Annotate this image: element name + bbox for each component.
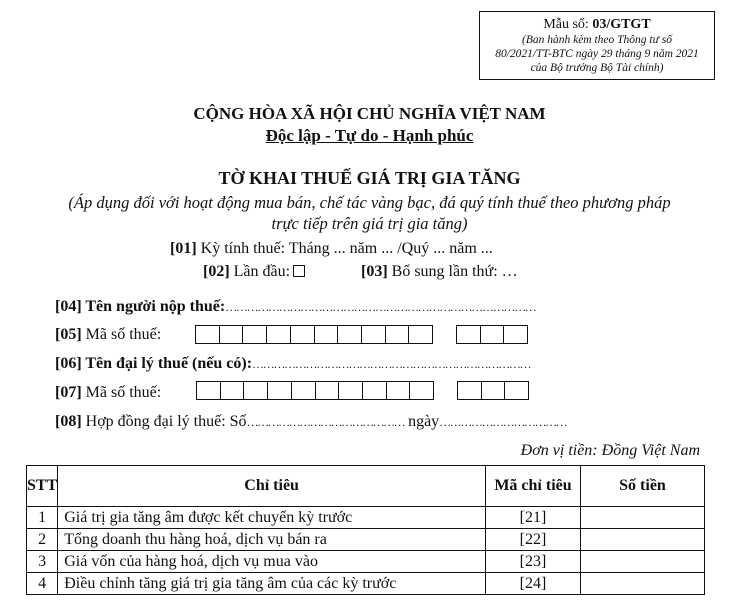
header-stt: STT bbox=[27, 466, 58, 507]
tax-code-digit[interactable] bbox=[458, 382, 482, 399]
row-code: [23] bbox=[486, 551, 581, 573]
tax-code-digit[interactable] bbox=[196, 326, 220, 343]
tax-code-digit[interactable] bbox=[387, 382, 411, 399]
header-code: Mã chỉ tiêu bbox=[486, 466, 581, 507]
tax-code-digit[interactable] bbox=[338, 326, 362, 343]
field-06-agent-name[interactable] bbox=[55, 355, 530, 373]
tax-code-digit[interactable] bbox=[221, 382, 245, 399]
table-row bbox=[27, 551, 705, 573]
row-item: Điều chỉnh tăng giá trị gia tăng âm của các kỳ trước bbox=[58, 573, 486, 595]
row-stt: 1 bbox=[27, 507, 58, 529]
header-item: Chỉ tiêu bbox=[58, 466, 486, 507]
header-amount: Số tiền bbox=[581, 466, 705, 507]
field-01-text: Kỳ tính thuế: Tháng ... năm ... /Quý ... năm ... bbox=[196, 240, 493, 257]
tax-code-digit[interactable] bbox=[220, 326, 244, 343]
tax-code-digit[interactable] bbox=[339, 382, 363, 399]
document-title: TỜ KHAI THUẾ GIÁ TRỊ GIA TĂNG bbox=[218, 168, 521, 188]
field-02-first-time bbox=[203, 263, 305, 281]
field-02-text: Lần đầu: bbox=[229, 263, 291, 280]
row-amount-input[interactable] bbox=[581, 573, 705, 595]
tax-code-digit[interactable] bbox=[504, 326, 527, 343]
field-07-text: Mã số thuế: bbox=[81, 384, 162, 401]
field-08-number-dots: ……………………………………… bbox=[246, 415, 405, 429]
tax-code-digit[interactable] bbox=[197, 382, 221, 399]
motto-text: Độc lập - Tự do - Hạnh phúc bbox=[265, 126, 474, 145]
tax-code-digit[interactable] bbox=[316, 382, 340, 399]
field-08-text: Hợp đồng đại lý thuế: Số bbox=[81, 413, 247, 430]
form-note-line3: của Bộ trưởng Bộ Tài chính) bbox=[530, 62, 664, 74]
motto bbox=[0, 126, 739, 146]
agent-tax-code-branch[interactable] bbox=[457, 381, 529, 400]
field-03-code: [03] bbox=[361, 263, 388, 280]
form-number bbox=[480, 17, 714, 33]
row-amount-input[interactable] bbox=[581, 507, 705, 529]
field-05-text: Mã số thuế: bbox=[81, 326, 162, 343]
field-07-code: [07] bbox=[55, 384, 82, 401]
tax-code-digit[interactable] bbox=[409, 326, 432, 343]
table-row bbox=[27, 573, 705, 595]
tax-code-digit[interactable] bbox=[481, 326, 505, 343]
field-08-day-dots: ……………………………… bbox=[439, 415, 567, 429]
form-number-box bbox=[479, 11, 715, 80]
row-stt: 4 bbox=[27, 573, 58, 595]
currency-unit: Đơn vị tiền: Đồng Việt Nam bbox=[520, 442, 700, 459]
form-note-line1: (Ban hành kèm theo Thông tư số bbox=[521, 34, 672, 46]
tax-code-digit[interactable] bbox=[292, 382, 316, 399]
document-subtitle bbox=[0, 192, 739, 234]
row-item: Giá vốn của hàng hoá, dịch vụ mua vào bbox=[58, 551, 486, 573]
row-amount-input[interactable] bbox=[581, 529, 705, 551]
field-03-supplement[interactable] bbox=[361, 263, 518, 281]
subtitle-line2: trực tiếp trên giá trị gia tăng) bbox=[271, 214, 468, 233]
field-06-dots: …………………………………………………………………… bbox=[252, 357, 531, 371]
row-item: Giá trị gia tăng âm được kết chuyển kỳ trước bbox=[58, 507, 486, 529]
field-02-code: [02] bbox=[203, 263, 230, 280]
form-number-label: Mẫu số: bbox=[543, 17, 593, 32]
tax-code-digit[interactable] bbox=[363, 382, 387, 399]
row-item: Tổng doanh thu hàng hoá, dịch vụ bán ra bbox=[58, 529, 486, 551]
tax-code-digit[interactable] bbox=[505, 382, 528, 399]
form-note-line2: 80/2021/TT-BTC ngày 29 tháng 9 năm 2021 bbox=[495, 48, 699, 60]
field-06-code: [06] bbox=[55, 355, 82, 372]
field-05-code: [05] bbox=[55, 326, 82, 343]
table-row bbox=[27, 529, 705, 551]
field-04-taxpayer-name[interactable] bbox=[55, 298, 536, 316]
subtitle-line1: (Áp dụng đối với hoạt động mua bán, chế tác vàng bạc, đá quý tính thuế theo phương pháp bbox=[68, 193, 671, 212]
field-04-code: [04] bbox=[55, 298, 82, 315]
field-03-text: Bổ sung lần thứ: … bbox=[387, 263, 518, 280]
form-code: 03/GTGT bbox=[592, 17, 651, 32]
row-code: [21] bbox=[486, 507, 581, 529]
field-05-label bbox=[55, 326, 161, 344]
tax-code-digit[interactable] bbox=[315, 326, 339, 343]
tax-code-digit[interactable] bbox=[243, 326, 267, 343]
table-header-row bbox=[27, 466, 705, 507]
field-01-code: [01] bbox=[170, 240, 197, 257]
tax-code-digit[interactable] bbox=[291, 326, 315, 343]
row-code: [24] bbox=[486, 573, 581, 595]
agent-tax-code-main[interactable] bbox=[196, 381, 434, 400]
field-08-day-label: ngày bbox=[404, 413, 440, 430]
tax-code-digit[interactable] bbox=[362, 326, 386, 343]
tax-code-digit[interactable] bbox=[410, 382, 433, 399]
tax-code-digit[interactable] bbox=[267, 326, 291, 343]
field-08-code: [08] bbox=[55, 413, 82, 430]
field-01-tax-period[interactable] bbox=[170, 240, 493, 258]
tax-code-digit[interactable] bbox=[482, 382, 506, 399]
field-04-dots: …………………………………………………………………………… bbox=[225, 300, 536, 314]
field-07-label bbox=[55, 384, 161, 402]
taxpayer-tax-code-main[interactable] bbox=[195, 325, 433, 344]
tax-code-digit[interactable] bbox=[386, 326, 410, 343]
first-time-checkbox[interactable] bbox=[293, 265, 305, 277]
row-stt: 3 bbox=[27, 551, 58, 573]
row-amount-input[interactable] bbox=[581, 551, 705, 573]
taxpayer-tax-code-branch[interactable] bbox=[456, 325, 528, 344]
table-row bbox=[27, 507, 705, 529]
row-stt: 2 bbox=[27, 529, 58, 551]
nation-title: CỘNG HÒA XÃ HỘI CHỦ NGHĨA VIỆT NAM bbox=[193, 104, 546, 123]
field-06-label: Tên đại lý thuế (nếu có): bbox=[81, 355, 253, 372]
field-04-label: Tên người nộp thuế: bbox=[81, 298, 226, 315]
tax-declaration-table bbox=[26, 465, 705, 595]
row-code: [22] bbox=[486, 529, 581, 551]
field-08-agent-contract[interactable] bbox=[55, 413, 566, 431]
tax-code-digit[interactable] bbox=[244, 382, 268, 399]
tax-code-digit[interactable] bbox=[268, 382, 292, 399]
tax-code-digit[interactable] bbox=[457, 326, 481, 343]
